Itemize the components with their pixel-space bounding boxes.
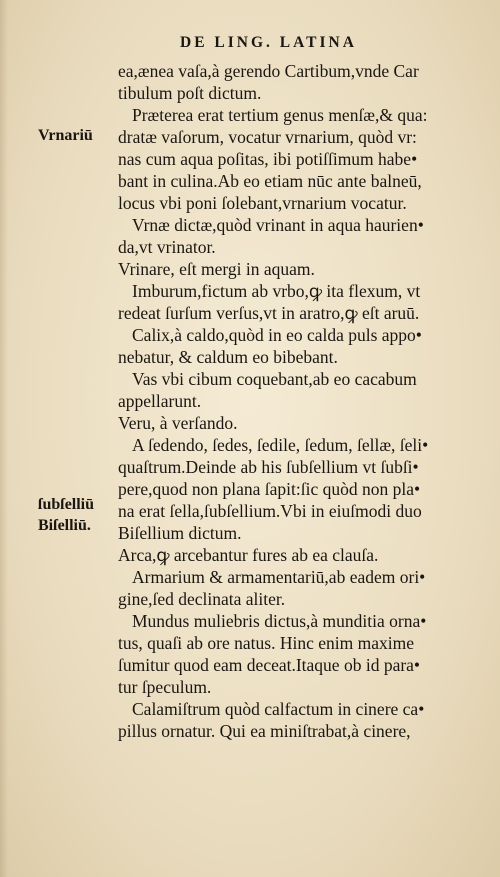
text-line: appellarunt. [118,391,202,411]
text-line: Præterea erat tertium genus menſæ,& qua: [132,105,428,125]
text-line: tur ſpeculum. [118,677,212,697]
margin-note-vrnarium: Vrnariū [38,127,93,144]
text-line: Vrnæ dictæ,quòd vrinant in aqua haurien• [132,215,424,235]
margin-note-bisellium: Biſelliū. [38,517,91,534]
text-line: redeat ſurſum verſus,vt in aratro,ꝙ eſt aruū. [118,303,420,323]
page-gutter-shadow [0,0,8,877]
text-line: Vrinare, eſt mergi in aquam. [118,259,315,279]
text-line: Mundus muliebris dictus,à munditia orna• [132,611,427,631]
text-line: locus vbi poni ſolebant,vrnarium vocatur. [118,193,407,213]
text-line: pillus ornatur. Qui ea miniſtrabat,à cinere, [118,721,411,741]
text-line: Calamiſtrum quòd calfactum in cinere ca• [132,699,425,719]
text-line: ſumitur quod eam deceat.Itaque ob id para• [118,655,421,675]
text-line: Biſellium dictum. [118,523,242,543]
text-line: quaſtrum.Deinde ab his ſubſellium vt ſubſi• [118,457,419,477]
text-line: dratæ vaſorum, vocatur vrnarium, quòd vr: [118,127,417,147]
text-line: na erat ſella,ſubſellium.Vbi in eiuſmodi duo [118,501,422,521]
text-line: Arca,ꝙ arcebantur fures ab ea clauſa. [118,545,379,565]
text-line: nebatur, & caldum eo bibebant. [118,347,338,367]
text-line: Calix,à caldo,quòd in eo calda puls appo• [132,325,422,345]
text-line: A ſedendo, ſedes, ſedile, ſedum, ſellæ, ſeli• [132,435,429,455]
text-line: tus, quaſi ab ore natus. Hinc enim maxime [118,633,414,653]
margin-note-subsellium: ſubſelliū [38,496,95,513]
running-head: DE LING. LATINA [180,34,357,51]
text-line: Armarium & armamentariū,ab eadem ori• [132,567,426,587]
text-line: gine,ſed declinata aliter. [118,589,286,609]
text-line: da,vt vrinator. [118,237,216,257]
text-line: bant in culina.Ab eo etiam nūc ante balneū, [118,171,422,191]
text-line: Veru, à verſando. [118,413,238,433]
text-line: nas cum aqua poſitas, ibi potiſſimum habe• [118,149,418,169]
text-line: tibulum poſt dictum. [118,83,262,103]
text-line: ea,ænea vaſa,à gerendo Cartibum,vnde Car [118,61,419,81]
text-line: Vas vbi cibum coquebant,ab eo cacabum [132,369,417,389]
text-line: pere,quod non plana ſapit:ſic quòd non pla• [118,479,421,499]
text-line: Imburum,fictum ab vrbo,ꝙ ita flexum, vt [132,281,421,301]
